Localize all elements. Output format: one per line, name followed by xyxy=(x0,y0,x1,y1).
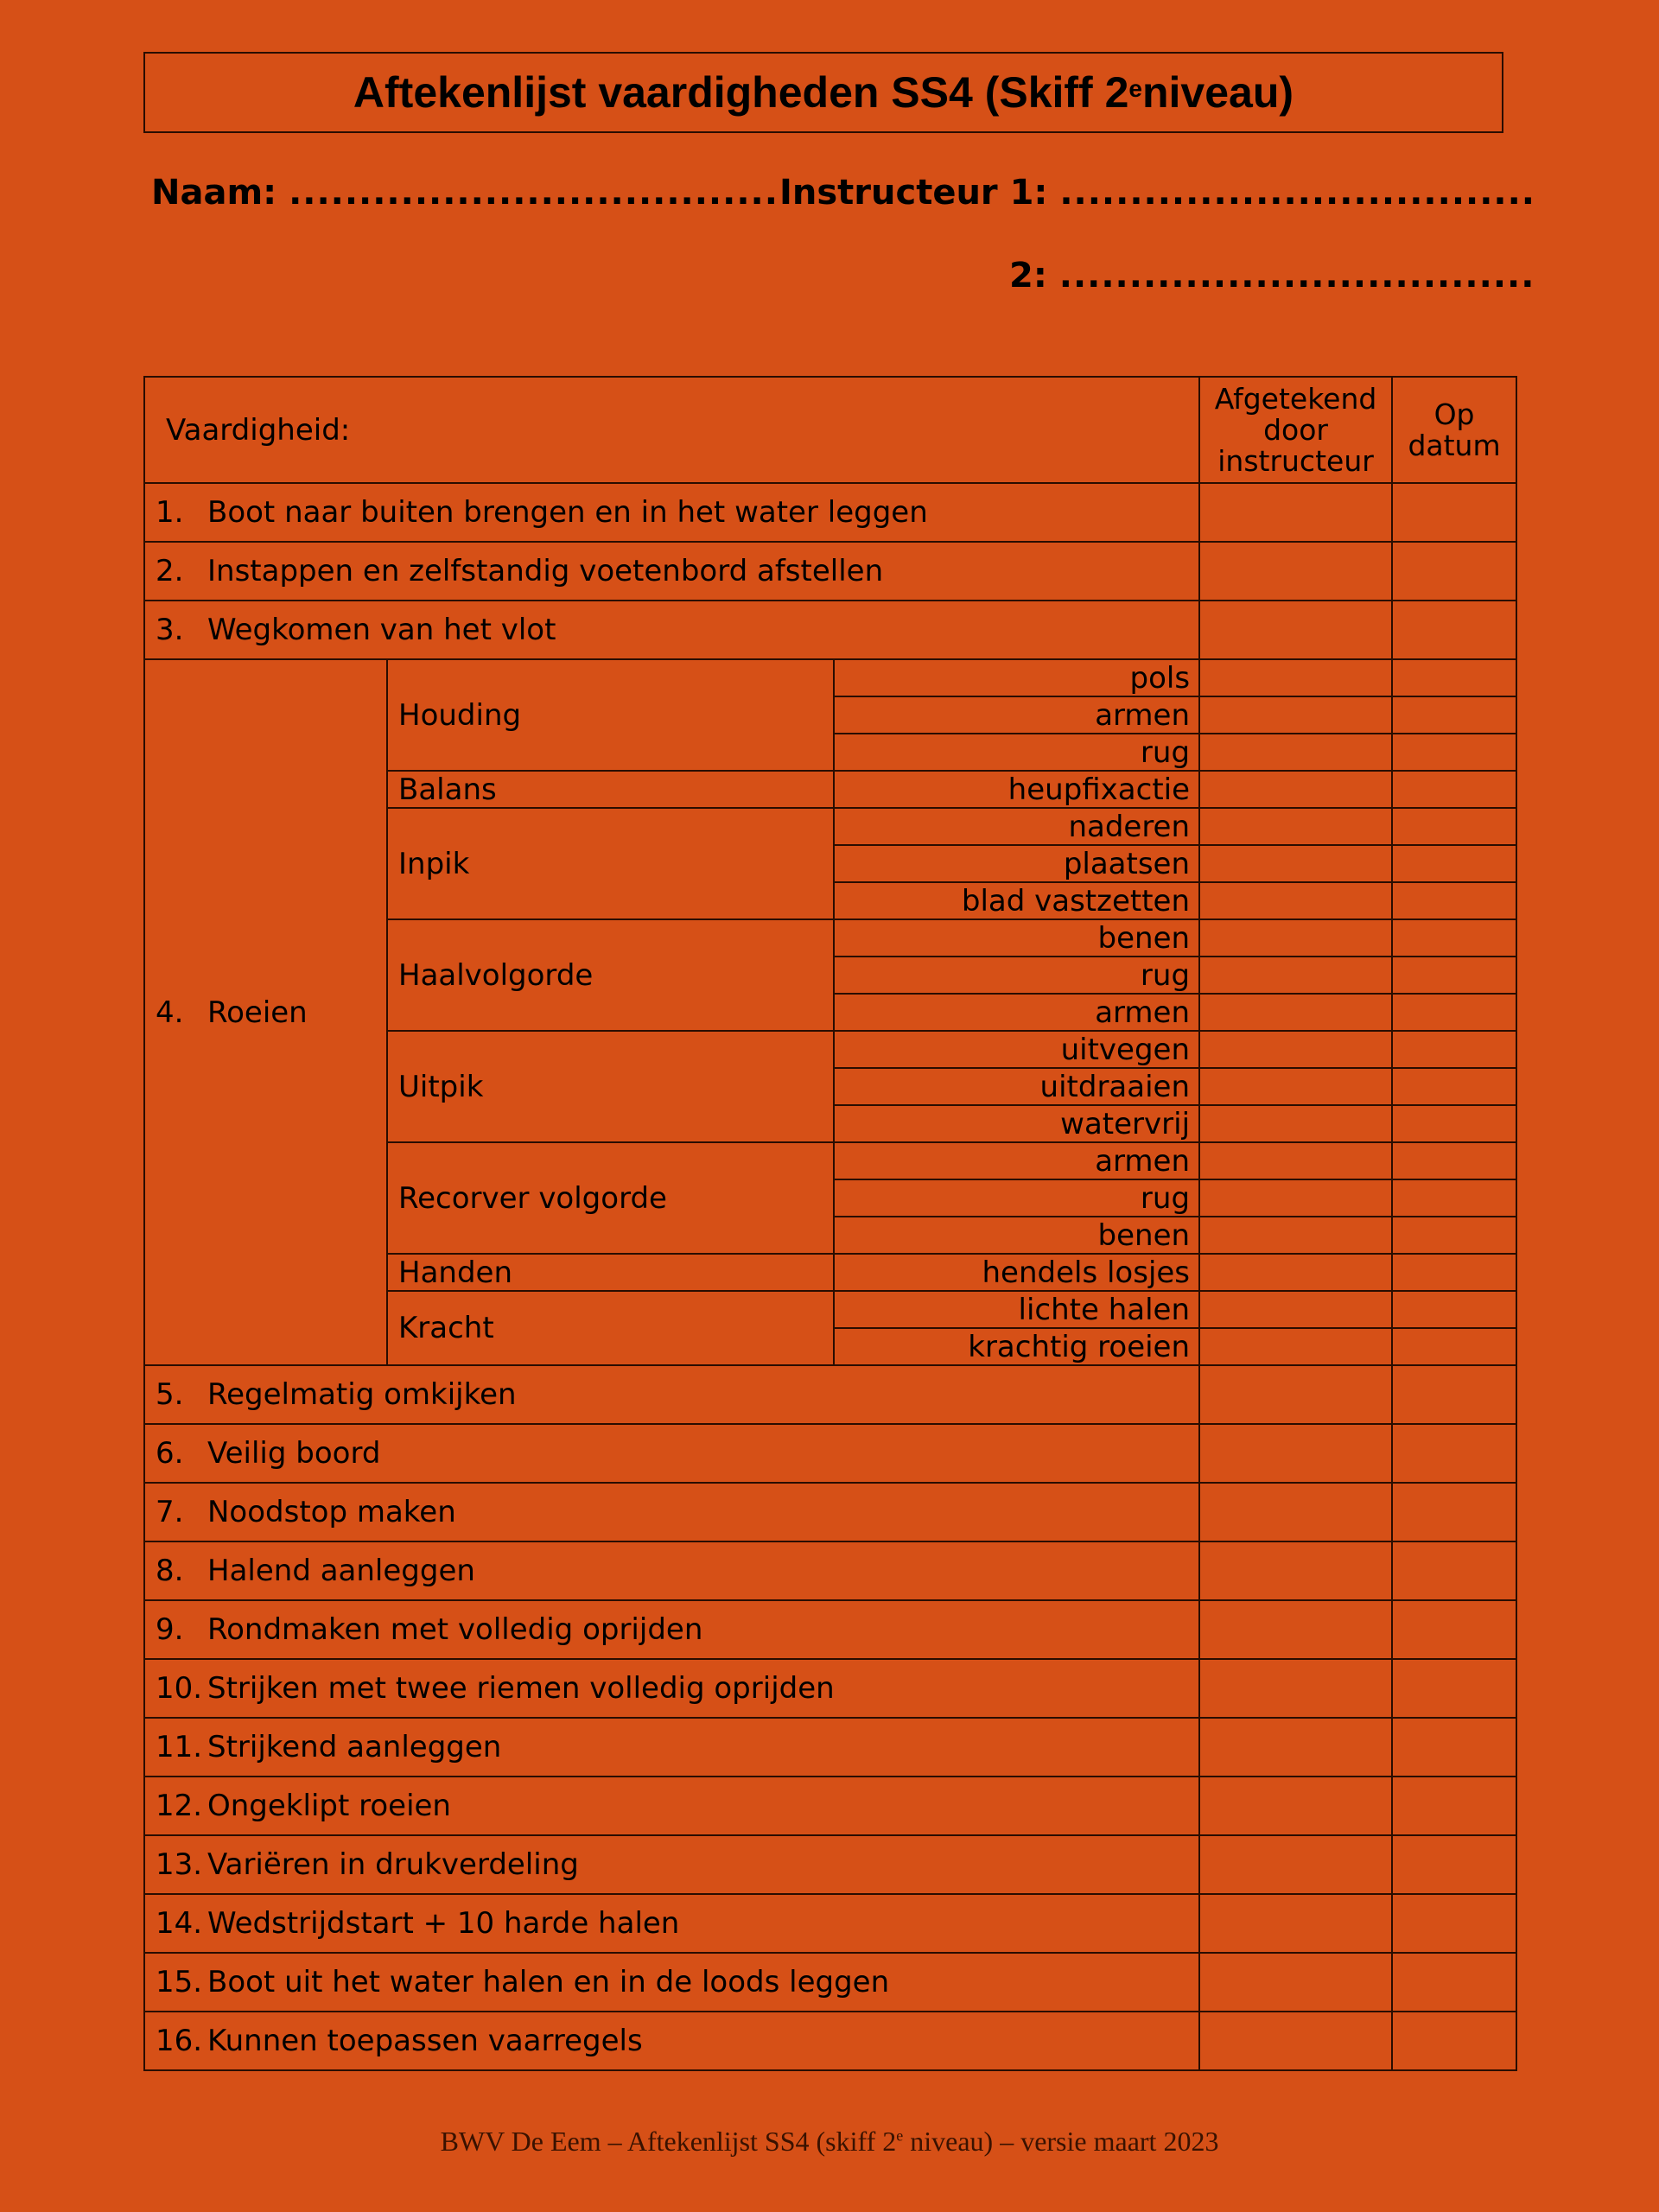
skill-number: 15. xyxy=(156,1965,203,1999)
title-main: Aftekenlijst vaardigheden SS4 (Skiff 2 xyxy=(353,68,1129,117)
date-cell[interactable] xyxy=(1392,919,1516,957)
signed-cell[interactable] xyxy=(1199,1600,1392,1659)
rowing-detail-cell: armen xyxy=(834,696,1199,734)
name-dots: ................................... xyxy=(289,173,779,213)
skill-text-cell xyxy=(144,1541,1199,1600)
rowing-detail-cell: benen xyxy=(834,919,1199,957)
signed-cell[interactable] xyxy=(1199,994,1392,1031)
rowing-detail-cell: rug xyxy=(834,1179,1199,1217)
date-cell[interactable] xyxy=(1392,1328,1516,1365)
rowing-skill-cell xyxy=(144,659,387,1365)
rowing-detail-cell: blad vastzetten xyxy=(834,882,1199,919)
rowing-group-cell: Kracht xyxy=(387,1291,834,1365)
skill-row xyxy=(144,1894,1516,1953)
skill-text-cell xyxy=(144,1777,1199,1835)
header-signed xyxy=(1199,377,1392,483)
skill-label: Ongeklipt roeien xyxy=(207,1789,451,1823)
skill-label: Veilig boord xyxy=(207,1436,381,1471)
signed-cell[interactable] xyxy=(1199,1068,1392,1105)
rowing-group-cell: Balans xyxy=(387,771,834,808)
skill-number: 8. xyxy=(156,1554,184,1588)
skill-label: Strijkend aanleggen xyxy=(207,1730,502,1764)
rowing-detail-cell: hendels losjes xyxy=(834,1254,1199,1291)
signed-cell[interactable] xyxy=(1199,1541,1392,1600)
skill-label: Rondmaken met volledig oprijden xyxy=(207,1612,703,1647)
signed-cell[interactable] xyxy=(1199,1254,1392,1291)
skill-number: 11. xyxy=(156,1730,203,1764)
skill-text-cell xyxy=(144,1365,1199,1424)
date-cell[interactable] xyxy=(1392,845,1516,882)
rowing-group-cell: Haalvolgorde xyxy=(387,919,834,1031)
signed-cell[interactable] xyxy=(1199,957,1392,994)
signed-cell[interactable] xyxy=(1199,1953,1392,2012)
date-cell[interactable] xyxy=(1392,808,1516,845)
date-cell[interactable] xyxy=(1392,1600,1516,1659)
skill-number: 6. xyxy=(156,1436,184,1471)
rowing-group-cell: Handen xyxy=(387,1254,834,1291)
signed-cell[interactable] xyxy=(1199,696,1392,734)
skill-row xyxy=(144,1835,1516,1894)
skill-label: Strijken met twee riemen volledig oprijden xyxy=(207,1671,835,1706)
skill-label: Noodstop maken xyxy=(207,1495,456,1529)
footer-pre: BWV De Eem – Aftekenlijst SS4 (skiff 2 xyxy=(440,2126,897,2157)
rowing-detail-cell: heupfixactie xyxy=(834,771,1199,808)
skill-label: Roeien xyxy=(207,995,308,1030)
skill-text-cell xyxy=(144,542,1199,601)
date-cell[interactable] xyxy=(1392,1179,1516,1217)
footer-post: niveau) – versie maart 2023 xyxy=(903,2126,1219,2157)
skill-number: 10. xyxy=(156,1671,203,1706)
skill-label: Boot naar buiten brengen en in het water leggen xyxy=(207,495,928,530)
footer xyxy=(0,2126,1659,2158)
date-cell[interactable] xyxy=(1392,882,1516,919)
date-cell[interactable] xyxy=(1392,483,1516,542)
rowing-detail-cell: watervrij xyxy=(834,1105,1199,1142)
date-cell[interactable] xyxy=(1392,994,1516,1031)
signed-cell[interactable] xyxy=(1199,1659,1392,1718)
date-cell[interactable] xyxy=(1392,1068,1516,1105)
date-cell[interactable] xyxy=(1392,1835,1516,1894)
rowing-detail-cell: rug xyxy=(834,734,1199,771)
skill-number: 9. xyxy=(156,1612,184,1647)
signed-cell[interactable] xyxy=(1199,1328,1392,1365)
signed-cell[interactable] xyxy=(1199,483,1392,542)
signed-cell[interactable] xyxy=(1199,1105,1392,1142)
rowing-detail-cell: pols xyxy=(834,659,1199,696)
skill-text-cell xyxy=(144,1659,1199,1718)
skill-number: 3. xyxy=(156,613,184,647)
skill-row xyxy=(144,1953,1516,2012)
signed-cell[interactable] xyxy=(1199,1142,1392,1179)
date-cell[interactable] xyxy=(1392,696,1516,734)
skill-number: 13. xyxy=(156,1847,203,1882)
instructor1-label: Instructeur 1: xyxy=(779,173,1060,213)
skill-number: 5. xyxy=(156,1377,184,1412)
name-label: Naam: xyxy=(151,173,289,213)
skill-text-cell xyxy=(144,1483,1199,1541)
skill-text-cell xyxy=(144,601,1199,659)
signed-cell[interactable] xyxy=(1199,1031,1392,1068)
skill-text-cell xyxy=(144,1894,1199,1953)
skill-row xyxy=(144,1659,1516,1718)
date-cell[interactable] xyxy=(1392,1217,1516,1254)
rowing-detail-cell: uitdraaien xyxy=(834,1068,1199,1105)
skill-label: Variëren in drukverdeling xyxy=(207,1847,579,1882)
signed-cell[interactable] xyxy=(1199,1777,1392,1835)
skill-label: Boot uit het water halen en in de loods leggen xyxy=(207,1965,890,1999)
signed-cell[interactable] xyxy=(1199,1365,1392,1424)
skill-row xyxy=(144,1777,1516,1835)
skill-number: 12. xyxy=(156,1789,203,1823)
rowing-detail-cell: lichte halen xyxy=(834,1291,1199,1328)
date-cell[interactable] xyxy=(1392,542,1516,601)
date-cell[interactable] xyxy=(1392,1142,1516,1179)
skill-row xyxy=(144,2012,1516,2070)
skill-row xyxy=(144,1483,1516,1541)
skill-label: Kunnen toepassen vaarregels xyxy=(207,2024,643,2058)
skill-number: 7. xyxy=(156,1495,184,1529)
date-cell[interactable] xyxy=(1392,1424,1516,1483)
date-cell[interactable] xyxy=(1392,957,1516,994)
rowing-detail-cell: naderen xyxy=(834,808,1199,845)
instructor2-label: 2: xyxy=(1009,256,1059,296)
skill-label: Halend aanleggen xyxy=(207,1554,475,1588)
skills-table xyxy=(143,376,1517,2071)
skill-row xyxy=(144,1424,1516,1483)
signed-cell[interactable] xyxy=(1199,808,1392,845)
date-cell[interactable] xyxy=(1392,1291,1516,1328)
skill-row xyxy=(144,542,1516,601)
signed-cell[interactable] xyxy=(1199,1894,1392,1953)
date-cell[interactable] xyxy=(1392,1718,1516,1777)
rowing-group-cell: Houding xyxy=(387,659,834,771)
name-field xyxy=(151,173,779,213)
rowing-group-cell: Recorver volgorde xyxy=(387,1142,834,1254)
signed-cell[interactable] xyxy=(1199,542,1392,601)
instructor1-dots: .................................. xyxy=(1059,173,1535,213)
skill-row xyxy=(144,483,1516,542)
skill-row xyxy=(144,601,1516,659)
date-cell[interactable] xyxy=(1392,1541,1516,1600)
skill-text-cell xyxy=(144,1953,1199,2012)
title-tail: niveau) xyxy=(1142,68,1294,117)
rowing-group-cell: Uitpik xyxy=(387,1031,834,1142)
table-header-row xyxy=(144,377,1516,483)
date-cell[interactable] xyxy=(1392,1254,1516,1291)
skill-text-cell xyxy=(144,1835,1199,1894)
rowing-detail-cell: rug xyxy=(834,957,1199,994)
signed-cell[interactable] xyxy=(1199,734,1392,771)
skill-text-cell xyxy=(144,1600,1199,1659)
signed-cell[interactable] xyxy=(1199,1835,1392,1894)
rowing-detail-cell: armen xyxy=(834,994,1199,1031)
header-signed-line-3: instructeur xyxy=(1217,443,1374,478)
signed-cell[interactable] xyxy=(1199,1179,1392,1217)
date-cell[interactable] xyxy=(1392,1031,1516,1068)
date-cell[interactable] xyxy=(1392,659,1516,696)
instructor2-field xyxy=(1009,256,1535,296)
date-cell[interactable] xyxy=(1392,771,1516,808)
skill-label: Instappen en zelfstandig voetenbord afstellen xyxy=(207,554,884,588)
skill-text-cell xyxy=(144,1718,1199,1777)
rowing-detail-cell: krachtig roeien xyxy=(834,1328,1199,1365)
rowing-subskill-row xyxy=(144,659,1516,696)
skill-number: 2. xyxy=(156,554,184,588)
date-cell[interactable] xyxy=(1392,1365,1516,1424)
date-cell[interactable] xyxy=(1392,1777,1516,1835)
skill-text-cell xyxy=(144,2012,1199,2070)
skill-number: 16. xyxy=(156,2024,203,2058)
skill-label: Wedstrijdstart + 10 harde halen xyxy=(207,1906,680,1941)
header-date xyxy=(1392,377,1516,483)
date-cell[interactable] xyxy=(1392,1105,1516,1142)
rowing-group-cell: Inpik xyxy=(387,808,834,919)
rowing-detail-cell: uitvegen xyxy=(834,1031,1199,1068)
signed-cell[interactable] xyxy=(1199,2012,1392,2070)
signed-cell[interactable] xyxy=(1199,919,1392,957)
date-cell[interactable] xyxy=(1392,601,1516,659)
signed-cell[interactable] xyxy=(1199,601,1392,659)
header-signed-line-1: Afgetekend xyxy=(1214,381,1377,416)
header-skill: Vaardigheid: xyxy=(144,377,1199,483)
title-sup: e xyxy=(1128,75,1142,102)
header-date-line-1: Op xyxy=(1433,397,1475,431)
skill-number: 14. xyxy=(156,1906,203,1941)
instructor1-field xyxy=(779,173,1535,213)
skill-row xyxy=(144,1365,1516,1424)
skill-number: 1. xyxy=(156,495,184,530)
signed-cell[interactable] xyxy=(1199,882,1392,919)
signed-cell[interactable] xyxy=(1199,771,1392,808)
signed-cell[interactable] xyxy=(1199,1718,1392,1777)
signed-cell[interactable] xyxy=(1199,1291,1392,1328)
skill-row xyxy=(144,1541,1516,1600)
rowing-detail-cell: benen xyxy=(834,1217,1199,1254)
date-cell[interactable] xyxy=(1392,734,1516,771)
instructor2-dots: .................................. xyxy=(1058,256,1535,296)
date-cell[interactable] xyxy=(1392,1483,1516,1541)
skill-row xyxy=(144,1600,1516,1659)
header-date-line-2: datum xyxy=(1408,428,1501,462)
date-cell[interactable] xyxy=(1392,1894,1516,1953)
header-signed-line-2: door xyxy=(1263,412,1328,447)
skill-text-cell xyxy=(144,1424,1199,1483)
skill-number: 4. xyxy=(156,995,184,1030)
date-cell[interactable] xyxy=(1392,1953,1516,2012)
rowing-detail-cell: plaatsen xyxy=(834,845,1199,882)
skill-text-cell xyxy=(144,483,1199,542)
rowing-detail-cell: armen xyxy=(834,1142,1199,1179)
footer-sup: e xyxy=(896,2126,904,2145)
date-cell[interactable] xyxy=(1392,1659,1516,1718)
signed-cell[interactable] xyxy=(1199,1483,1392,1541)
skill-label: Wegkomen van het vlot xyxy=(207,613,556,647)
skill-label: Regelmatig omkijken xyxy=(207,1377,517,1412)
signed-cell[interactable] xyxy=(1199,1217,1392,1254)
signed-cell[interactable] xyxy=(1199,1424,1392,1483)
skill-row xyxy=(144,1718,1516,1777)
signed-cell[interactable] xyxy=(1199,659,1392,696)
signed-cell[interactable] xyxy=(1199,845,1392,882)
document-title xyxy=(143,52,1503,133)
date-cell[interactable] xyxy=(1392,2012,1516,2070)
